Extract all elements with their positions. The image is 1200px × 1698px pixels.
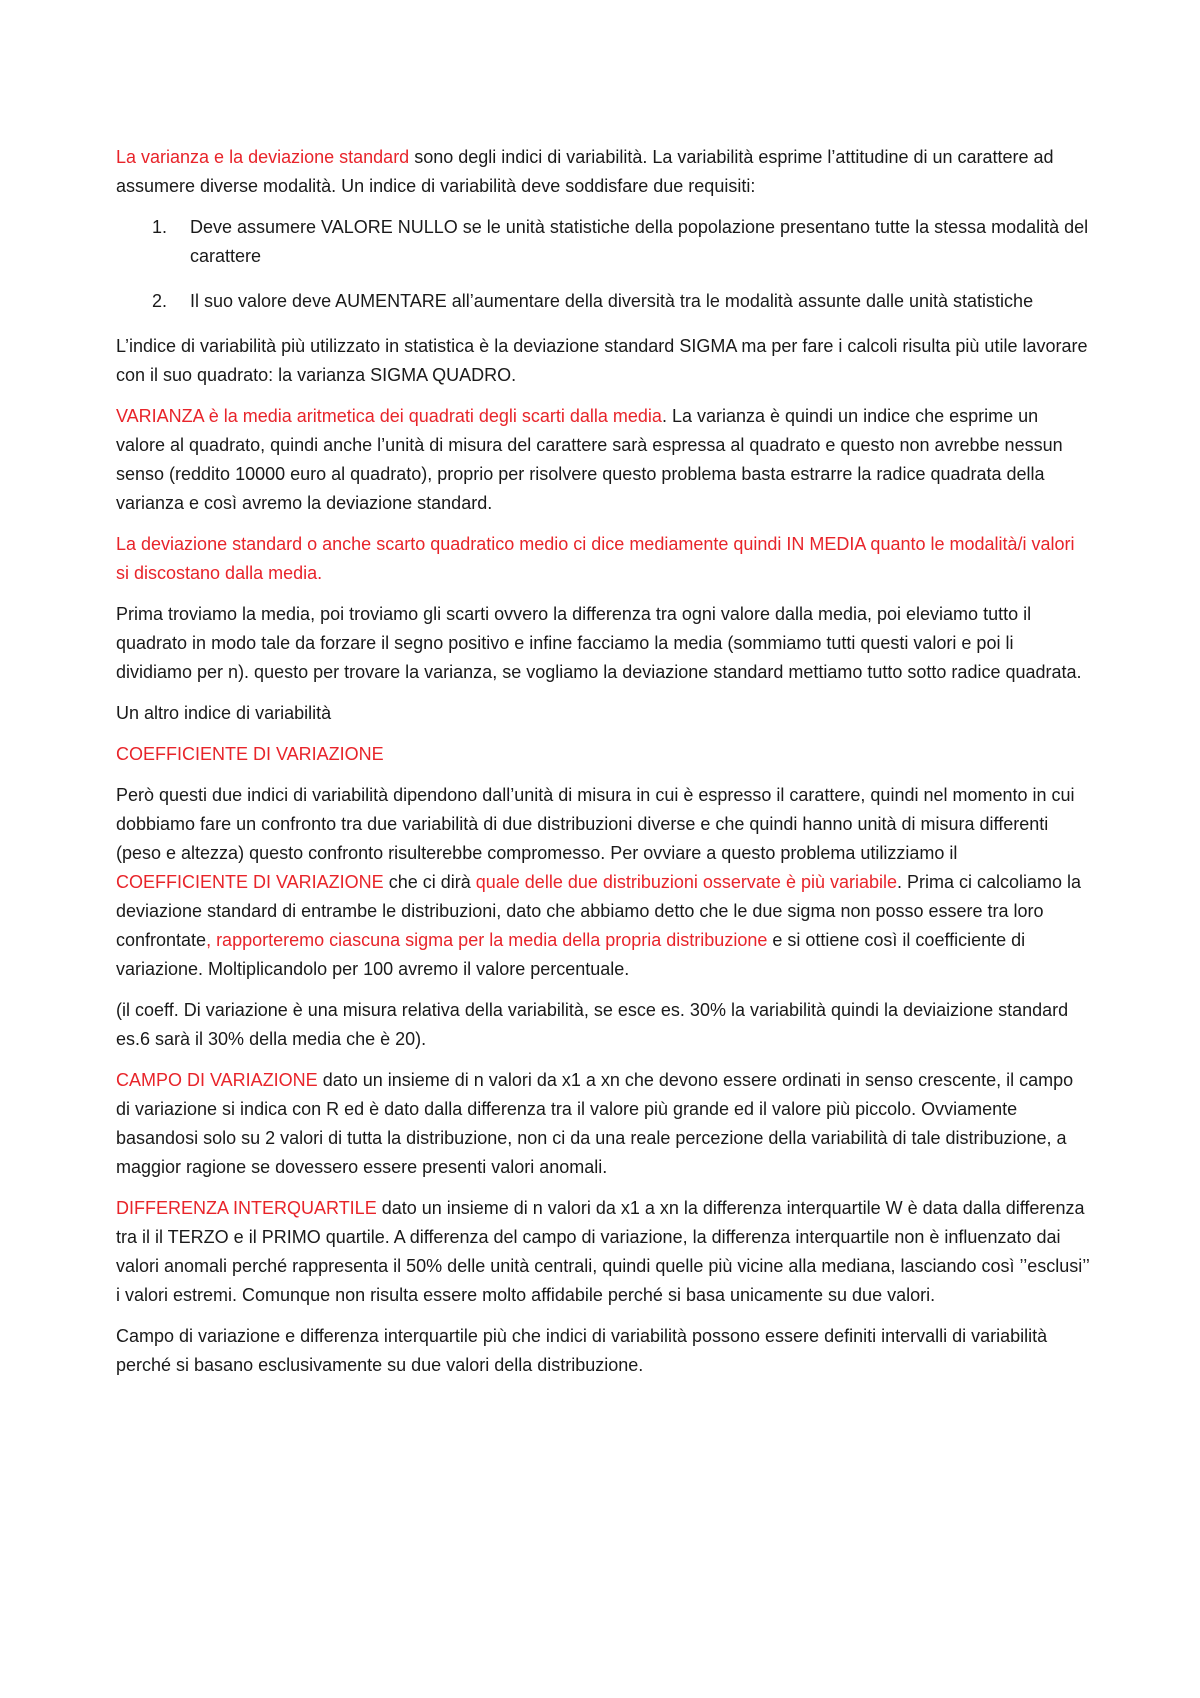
closing-paragraph: Campo di variazione e differenza interquartile più che indici di variabilità possono essere definiti intervalli di variabilità perché si basano esclusivamente su due valori della distribuzione.	[116, 1326, 1048, 1375]
paragraph-text: sono degli indici di variabilità. La variabilità esprime l’attitudine di un carattere ad assumere diverse modalità. Un indice di variabilità deve soddisfare due requisiti:	[116, 147, 1054, 196]
list-item-text: Deve assumere VALORE NULLO se le unità statistiche della popolazione presentano tutte la stessa modalità del carattere	[190, 217, 1089, 266]
another-index-line: Un altro indice di variabilità	[116, 703, 332, 723]
paragraph-text: dato un insieme di n valori da x1 a xn la differenza interquartile W è data dalla differenza tra il il TERZO e il PRIMO quartile. A differenza del campo di variazione, la differenza interquartile non è influenzato dai valori anomali perché rappresenta il 50% delle unità centrali, quindi quelle più vicine alla mediana, lasciando così ’’esclusi’’ i valori estremi. Comunque non risulta essere molto affidabile perché si basa unicamente su due valori.	[116, 1198, 1090, 1305]
highlight-text: CAMPO DI VARIAZIONE	[116, 1070, 318, 1090]
document-body	[116, 143, 1092, 1392]
varianza-paragraph	[116, 402, 1092, 518]
list-item	[116, 213, 1092, 271]
section-heading-coefficiente: COEFFICIENTE DI VARIAZIONE	[116, 744, 384, 764]
note-paragraph: (il coeff. Di variazione è una misura relativa della variabilità, se esce es. 30% la variabilità quindi la deviaizione standard es.6 sarà il 30% della media che è 20).	[116, 1000, 1069, 1049]
paragraph-text: . Prima ci calcoliamo la deviazione standard di entrambe le distribuzioni, dato che abbiamo detto che le due sigma non posso essere tra loro confrontate	[116, 872, 1082, 950]
campo-paragraph	[116, 1066, 1092, 1182]
intro-paragraph	[116, 143, 1092, 201]
coefficiente-paragraph	[116, 781, 1092, 984]
deviazione-definition: La deviazione standard o anche scarto quadratico medio ci dice mediamente quindi IN MEDIA quanto le modalità/i valori si discostano dalla media.	[116, 534, 1075, 583]
interquartile-paragraph	[116, 1194, 1092, 1310]
requirements-list	[116, 213, 1092, 316]
highlight-text: VARIANZA è la media aritmetica dei quadrati degli scarti dalla media	[116, 406, 662, 426]
highlight-text: COEFFICIENTE DI VARIAZIONE	[116, 872, 384, 892]
list-number: 1.	[152, 217, 168, 237]
highlight-text: quale delle due distribuzioni osservate è più variabile	[475, 872, 898, 892]
list-number: 2.	[152, 291, 168, 311]
list-item	[116, 287, 1092, 316]
paragraph-text: . La varianza è quindi un indice che esprime un valore al quadrato, quindi anche l’unità di misura del carattere sarà espressa al quadrato e questo non avrebbe nessun senso (reddito 10000 euro al quadrato), proprio per risolvere questo problema basta estrarre la radice quadrata della varianza e così avremo la deviazione standard.	[116, 406, 1063, 513]
paragraph-text: dato un insieme di n valori da x1 a xn che devono essere ordinati in senso crescente, il campo di variazione si indica con R ed è dato dalla differenza tra il valore più grande ed il valore più piccolo. Ovviamente basandosi solo su 2 valori di tutta la distribuzione, non ci da una reale percezione della variabilità di tale distribuzione, a maggior ragione se dovessero essere presenti valori anomali.	[116, 1070, 1074, 1177]
list-item-text: Il suo valore deve AUMENTARE all’aumentare della diversità tra le modalità assunte dalle unità statistiche	[190, 291, 1034, 311]
highlight-text: DIFFERENZA INTERQUARTILE	[116, 1198, 377, 1218]
highlight-text: , rapporteremo ciascuna sigma per la media della propria distribuzione	[206, 930, 768, 950]
paragraph-text: Però questi due indici di variabilità dipendono dall’unità di misura in cui è espresso il carattere, quindi nel momento in cui dobbiamo fare un confronto tra due variabilità di due distribuzioni diverse e che quindi hanno unità di misura differenti (peso e altezza) questo confronto risulterebbe compromesso. Per ovviare a questo problema utilizziamo il	[116, 785, 1075, 863]
highlight-text: La varianza e la deviazione standard	[116, 147, 410, 167]
sigma-paragraph: L’indice di variabilità più utilizzato in statistica è la deviazione standard SIGMA ma per fare i calcoli risulta più utile lavorare con il suo quadrato: la varianza SIGMA QUADRO.	[116, 336, 1088, 385]
paragraph-text: che ci dirà	[383, 872, 476, 892]
paragraph-text: e si ottiene così il coefficiente di variazione. Moltiplicandolo per 100 avremo il valore percentuale.	[116, 930, 1026, 979]
procedure-paragraph: Prima troviamo la media, poi troviamo gli scarti ovvero la differenza tra ogni valore dalla media, poi eleviamo tutto il quadrato in modo tale da forzare il segno positivo e infine facciamo la media (sommiamo tutti questi valori e poi li dividiamo per n). questo per trovare la varianza, se vogliamo la deviazione standard mettiamo tutto sotto radice quadrata.	[116, 604, 1082, 682]
